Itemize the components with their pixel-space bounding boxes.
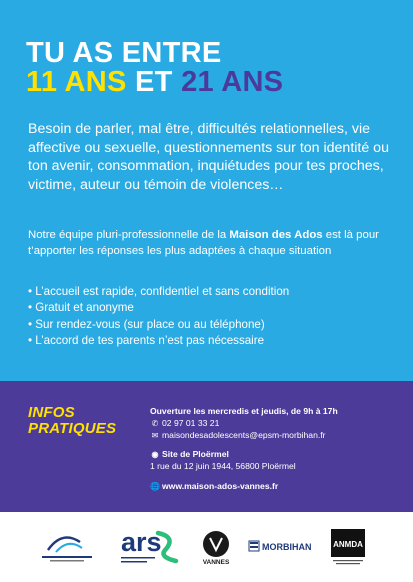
team-text <box>28 228 398 259</box>
feature-list <box>28 284 398 349</box>
headline-line1: TU AS ENTRE <box>26 37 222 69</box>
phone-number[interactable]: 02 97 01 33 21 <box>162 417 220 428</box>
address: 1 rue du 12 juin 1944, 56800 Ploërmel <box>150 461 296 472</box>
anmda-logo <box>330 528 366 566</box>
website-row[interactable] <box>150 481 400 493</box>
anmda-text: ANMDA <box>333 540 363 549</box>
phone-icon: ✆ <box>151 418 159 428</box>
team-text-before: Notre équipe pluri-professionnelle de la <box>28 229 230 241</box>
site-label: Site de Ploërmel <box>162 449 229 460</box>
infos-title <box>28 405 116 437</box>
team-name: Maison des Ados <box>229 229 323 241</box>
age-to: 21 ANS <box>181 66 284 98</box>
age-from: 11 ANS <box>26 66 127 98</box>
list-item: • Gratuit et anonyme <box>28 300 398 316</box>
list-item: • L’accord de tes parents n’est pas nécessaire <box>28 333 398 349</box>
headline-line2 <box>26 66 283 99</box>
team-text-after: est là pour t’apporter les réponses les plus adaptées à chaque situation <box>28 229 379 257</box>
globe-icon: 🌐 <box>150 481 160 491</box>
map-pin-icon: ◉ <box>151 450 159 460</box>
infos-title-line1: INFOS <box>28 404 75 421</box>
mail-icon: ✉ <box>151 430 159 440</box>
list-item: • Sur rendez-vous (sur place ou au téléphone) <box>28 317 398 333</box>
morbihan-text: MORBIHAN <box>262 542 312 552</box>
age-and: ET <box>135 66 173 98</box>
email-row[interactable] <box>150 430 400 442</box>
vannes-logo <box>196 530 236 566</box>
epsm-logo <box>40 528 95 566</box>
partner-logos <box>0 512 413 582</box>
infos-title-line2: PRATIQUES <box>28 420 117 437</box>
ars-logo <box>120 525 180 567</box>
vannes-text: VANNES <box>202 559 230 566</box>
intro-text: Besoin de parler, mal être, difficultés relationnelles, vie affective ou sexuelle, questionnements sur ton identité ou ton avenir, consommation, inquiétudes pour tes proches, victime, auteur ou témoin de violences… <box>28 121 389 193</box>
list-item: • L’accueil est rapide, confidentiel et sans condition <box>28 284 398 300</box>
practical-info-section <box>0 381 413 512</box>
phone-row[interactable] <box>150 418 400 430</box>
site-row <box>150 449 400 461</box>
opening-hours: Ouverture les mercredis et jeudis, de 9h à 17h <box>150 406 338 416</box>
ars-text: ars <box>121 527 162 557</box>
info-details <box>150 406 400 493</box>
morbihan-logo <box>248 538 316 554</box>
website-link[interactable]: www.maison-ados-vannes.fr <box>162 480 279 491</box>
email-address[interactable]: maisondesadolescents@epsm-morbihan.fr <box>162 429 326 440</box>
